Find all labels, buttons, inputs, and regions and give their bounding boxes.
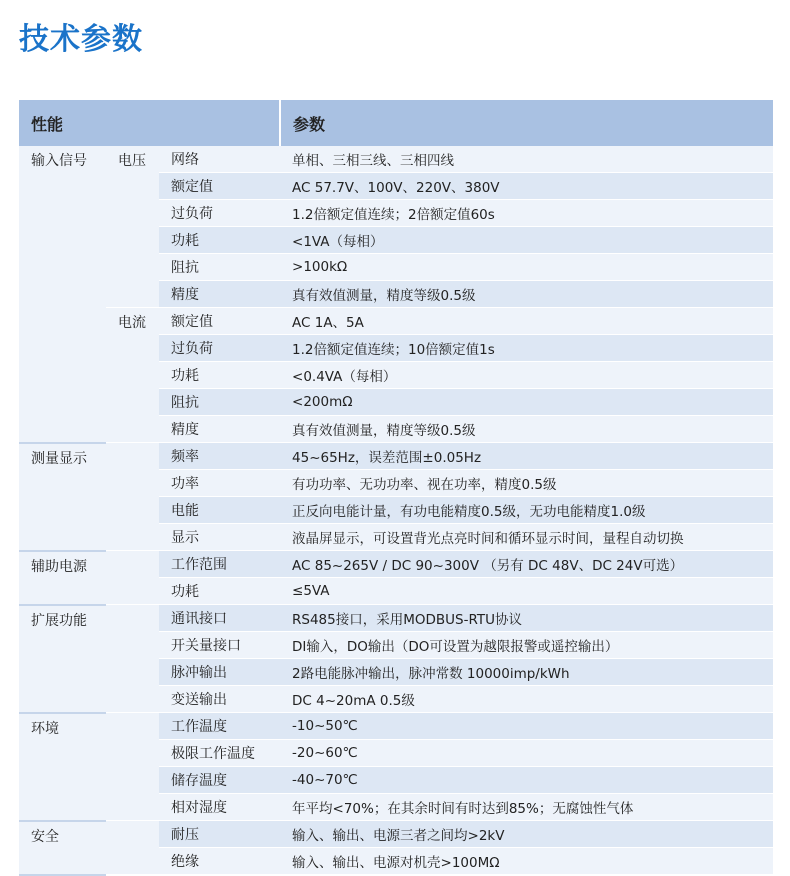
subcategory-label: 电压 (106, 146, 159, 308)
param-name: 显示 (159, 524, 280, 551)
table-row (19, 713, 773, 740)
subcategory-empty (106, 821, 159, 875)
table-row (19, 146, 773, 173)
spec-table (19, 100, 773, 876)
param-name: 功耗 (159, 578, 280, 605)
param-name: 储存温度 (159, 767, 280, 794)
param-value: -10~50℃ (280, 713, 773, 740)
param-name: 精度 (159, 416, 280, 443)
param-value: <1VA（每相） (280, 227, 773, 254)
param-name: 耐压 (159, 821, 280, 848)
param-name: 通讯接口 (159, 605, 280, 632)
category-label: 环境 (19, 713, 106, 821)
category-label: 安全 (19, 821, 106, 875)
param-value: 液晶屏显示，可设置背光点亮时间和循环显示时间，量程自动切换 (280, 524, 773, 551)
header-performance: 性能 (19, 100, 280, 146)
param-name: 精度 (159, 281, 280, 308)
param-name: 网络 (159, 146, 280, 173)
table-row (19, 605, 773, 632)
subcategory-empty (106, 605, 159, 713)
param-name: 开关量接口 (159, 632, 280, 659)
category-label: 扩展功能 (19, 605, 106, 713)
header-parameter: 参数 (280, 100, 773, 146)
param-value: RS485接口，采用MODBUS-RTU协议 (280, 605, 773, 632)
param-value: 单相、三相三线、三相四线 (280, 146, 773, 173)
param-name: 额定值 (159, 308, 280, 335)
param-name: 脉冲输出 (159, 659, 280, 686)
category-label: 测量显示 (19, 443, 106, 551)
param-value: 真有效值测量，精度等级0.5级 (280, 416, 773, 443)
param-name: 阻抗 (159, 389, 280, 416)
param-name: 过负荷 (159, 335, 280, 362)
param-name: 绝缘 (159, 848, 280, 875)
param-name: 电能 (159, 497, 280, 524)
param-name: 额定值 (159, 173, 280, 200)
subcategory-empty (106, 551, 159, 605)
param-name: 相对湿度 (159, 794, 280, 821)
param-name: 阻抗 (159, 254, 280, 281)
param-name: 工作温度 (159, 713, 280, 740)
param-name: 功耗 (159, 362, 280, 389)
param-value: 1.2倍额定值连续；2倍额定值60s (280, 200, 773, 227)
param-name: 功率 (159, 470, 280, 497)
param-value: 有功功率、无功功率、视在功率，精度0.5级 (280, 470, 773, 497)
param-value: 2路电能脉冲输出，脉冲常数 10000imp/kWh (280, 659, 773, 686)
param-name: 极限工作温度 (159, 740, 280, 767)
param-value: -40~70℃ (280, 767, 773, 794)
param-value: ≤5VA (280, 578, 773, 605)
param-value: AC 85~265V / DC 90~300V （另有 DC 48V、DC 24V可选） (280, 551, 773, 578)
param-value: <0.4VA（每相） (280, 362, 773, 389)
subcategory-empty (106, 713, 159, 821)
category-label: 输入信号 (19, 146, 106, 443)
table-row (19, 443, 773, 470)
param-name: 功耗 (159, 227, 280, 254)
param-value: DC 4~20mA 0.5级 (280, 686, 773, 713)
param-value: <200mΩ (280, 389, 773, 416)
param-name: 变送输出 (159, 686, 280, 713)
param-value: 输入、输出、电源三者之间均>2kV (280, 821, 773, 848)
category-label: 辅助电源 (19, 551, 106, 605)
param-value: AC 57.7V、100V、220V、380V (280, 173, 773, 200)
table-row (19, 308, 773, 335)
param-value: DI输入，DO输出（DO可设置为越限报警或遥控输出） (280, 632, 773, 659)
param-name: 工作范围 (159, 551, 280, 578)
param-value: 年平均<70%；在其余时间有时达到85%；无腐蚀性气体 (280, 794, 773, 821)
param-value: >100kΩ (280, 254, 773, 281)
table-header-row (19, 100, 773, 146)
param-name: 过负荷 (159, 200, 280, 227)
param-value: 1.2倍额定值连续；10倍额定值1s (280, 335, 773, 362)
subcategory-empty (106, 443, 159, 551)
table-row (19, 821, 773, 848)
table-row (19, 551, 773, 578)
param-value: 输入、输出、电源对机壳>100MΩ (280, 848, 773, 875)
param-name: 频率 (159, 443, 280, 470)
subcategory-label: 电流 (106, 308, 159, 443)
page-title: 技术参数 (19, 22, 143, 57)
param-value: -20~60℃ (280, 740, 773, 767)
param-value: 正反向电能计量，有功电能精度0.5级，无功电能精度1.0级 (280, 497, 773, 524)
param-value: 真有效值测量，精度等级0.5级 (280, 281, 773, 308)
param-value: 45~65Hz，误差范围±0.05Hz (280, 443, 773, 470)
param-value: AC 1A、5A (280, 308, 773, 335)
